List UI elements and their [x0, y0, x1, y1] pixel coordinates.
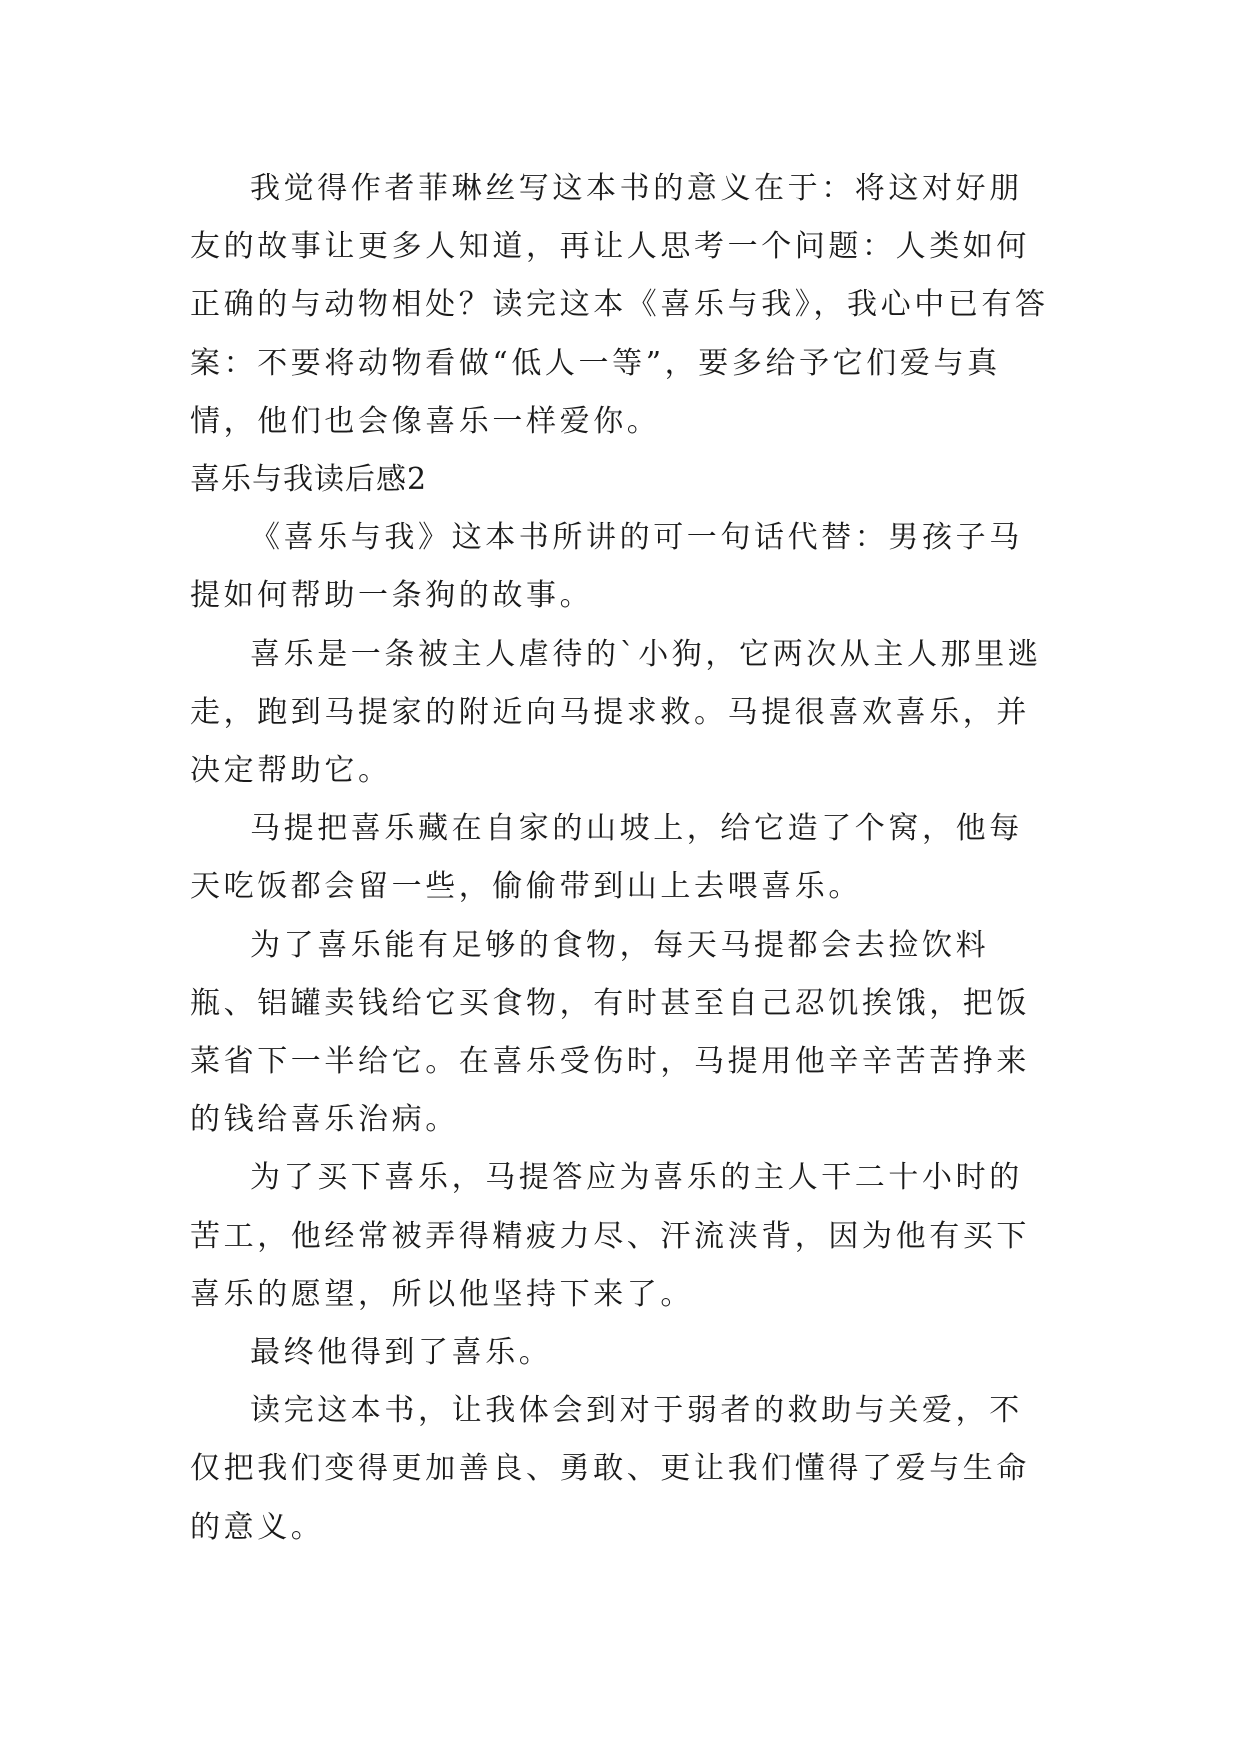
paragraph-escape: 喜乐是一条被主人虐待的`小狗，它两次从主人那里逃走，跑到马提家的附近向马提求救。马提很喜欢喜乐，并决定帮助它。	[190, 636, 1042, 789]
paragraph-food: 为了喜乐能有足够的食物，每天马提都会去捡饮料瓶、铝罐卖钱给它买食物，有时甚至自己忍饥挨饿，把饭菜省下一半给它。在喜乐受伤时，马提用他辛辛苦苦挣来的钱给喜乐治病。	[190, 927, 1030, 1138]
paragraph-labor: 为了买下喜乐，马提答应为喜乐的主人干二十小时的苦工，他经常被弄得精疲力尽、汗流浃背，因为他有买下喜乐的愿望，所以他坚持下来了。	[190, 1160, 1030, 1312]
paragraph-summary: 《喜乐与我》这本书所讲的可一句话代替：男孩子马提如何帮助一条狗的故事。	[190, 520, 1023, 614]
section-title: 喜乐与我读后感2	[190, 462, 428, 498]
paragraph-reflection: 读完这本书，让我体会到对于弱者的救助与关爱，不仅把我们变得更加善良、勇敢、更让我们懂得了爱与生命的意义。	[190, 1393, 1030, 1545]
paragraph-hiding: 马提把喜乐藏在自家的山坡上，给它造了个窝，他每天吃饭都会留一些，偷偷带到山上去喂喜乐。	[190, 811, 1023, 905]
paragraph-intro-conclusion: 我觉得作者菲琳丝写这本书的意义在于：将这对好朋友的故事让更多人知道，再让人思考一个问题：人类如何正确的与动物相处？读完这本《喜乐与我》，我心中已有答案：不要将动物看做“低人一等”，要多给予它们爱与真情，他们也会像喜乐一样爱你。	[190, 171, 1049, 439]
paragraph-ending: 最终他得到了喜乐。	[250, 1335, 553, 1371]
document-body	[190, 160, 1050, 1557]
